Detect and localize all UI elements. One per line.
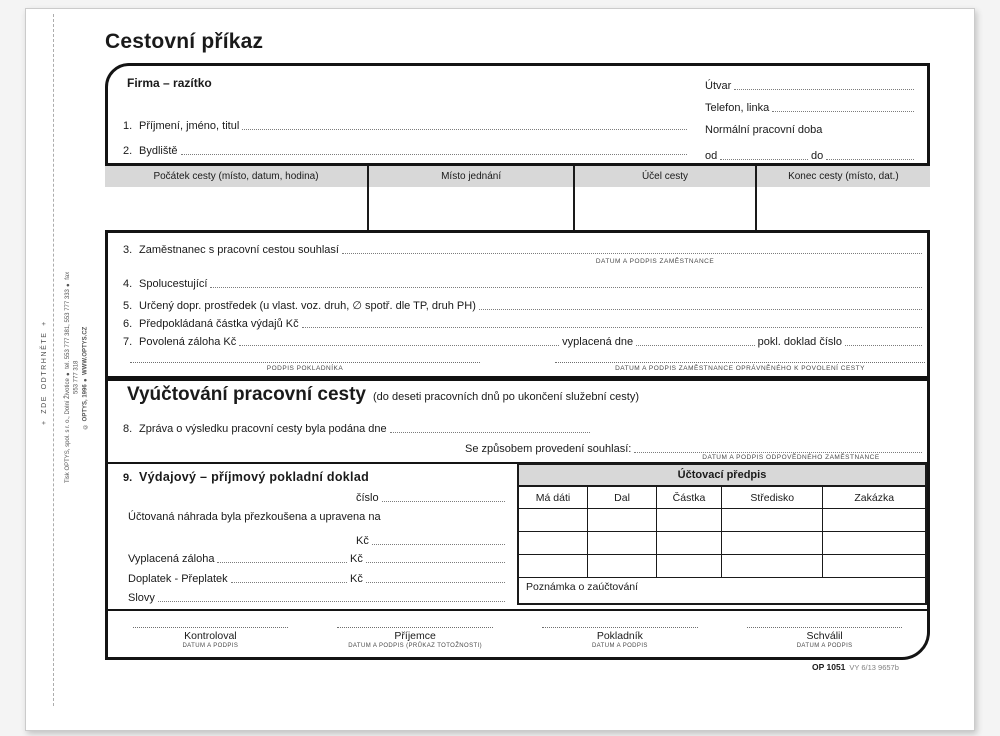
- signature-caption: DATUM A PODPIS: [796, 643, 853, 649]
- trip-table-header-row: [105, 166, 930, 187]
- dotted-line: [366, 559, 505, 563]
- field-9-title: Výdajový – příjmový pokladní doklad: [139, 470, 370, 484]
- telefon-field: [705, 100, 917, 114]
- signature-caption: DATUM A PODPIS: [591, 643, 648, 649]
- dotted-line: [390, 429, 590, 433]
- accounting-col-ma-dati: Má dáti: [519, 487, 588, 508]
- signature-label: Kontroloval: [184, 630, 237, 642]
- utvar-label: Útvar: [705, 80, 732, 92]
- form-code-suffix: VY 6/13 9657b: [849, 663, 899, 672]
- accounting-table-row: [519, 555, 925, 578]
- signature-label: Schválil: [806, 630, 843, 642]
- field-8-number: 8.: [123, 423, 133, 435]
- field-9-number: 9.: [123, 472, 133, 484]
- zaloha-field: [128, 551, 508, 565]
- field-8-zprava: [123, 421, 593, 435]
- dotted-line: [342, 250, 922, 254]
- accounting-note-row: Poznámka o zaúčtování: [526, 581, 639, 593]
- signature-caption: DATUM A PODPIS (PRŮKAZ TOTOŽNOSTI): [348, 643, 483, 649]
- dotted-line: [217, 559, 347, 563]
- accounting-cell-empty: [588, 532, 657, 554]
- signature-caption: DATUM A PODPIS: [182, 643, 239, 649]
- field-2-label: Bydliště: [139, 145, 178, 157]
- field-7-number: 7.: [123, 336, 133, 348]
- signature-line: [130, 352, 480, 363]
- slovy-field: [128, 590, 508, 604]
- trip-col-pocatek: Počátek cesty (místo, datum, hodina): [105, 166, 369, 187]
- section-divider-bar: [108, 376, 927, 381]
- pracovni-doba-label-row: [705, 122, 917, 136]
- field-1-prijmeni: [123, 118, 690, 132]
- field-2-number: 2.: [123, 145, 133, 157]
- vyuctovani-title: Vyúčtování pracovní cesty: [127, 384, 367, 405]
- accounting-cell-empty: [823, 509, 925, 531]
- field-6-castka-vydaju: [123, 316, 925, 330]
- approver-signature-block: [555, 352, 925, 372]
- field-4-number: 4.: [123, 278, 133, 290]
- dotted-line: [239, 342, 559, 346]
- signature-line: [133, 615, 289, 628]
- perforation-line: [53, 14, 54, 706]
- trip-col-konec: Konec cesty (místo, dat.): [788, 171, 899, 182]
- dotted-line: [826, 156, 914, 160]
- pracovni-doba-label: Normální pracovní doba: [705, 124, 823, 136]
- dotted-line: [845, 342, 922, 346]
- field-4-spolucestujici: [123, 276, 925, 290]
- dotted-line: [734, 86, 914, 90]
- cislo-field: [356, 490, 508, 504]
- trip-col-ucel: Účel cesty: [575, 166, 757, 187]
- accounting-cell-empty: [722, 509, 824, 531]
- doplatek-field: [128, 571, 508, 585]
- vyuctovani-subtitle: (do deseti pracovních dnů po ukončení služební cesty): [373, 391, 640, 403]
- souhlas-label: Se způsobem provedení souhlasí:: [465, 443, 632, 455]
- accounting-table-header-row: [519, 487, 925, 509]
- dotted-line: [210, 284, 922, 288]
- trip-table-body-row: [105, 187, 930, 230]
- accounting-cell-empty: [519, 509, 588, 531]
- field-3-label: Zaměstnanec s pracovní cestou souhlasí: [139, 244, 339, 256]
- nahrada-label: Účtovaná náhrada byla přezkoušena a upravena na: [128, 511, 381, 523]
- accounting-cell-empty: [657, 509, 722, 531]
- kc-field-1: [356, 533, 508, 547]
- accounting-col-stredisko: Středisko: [722, 487, 824, 508]
- printer-info-line-1: Tisk OPTYS, spol. s r. o., Dolní Životice ● tel. 553 777 381, 553 777 333 ● fax 553 777 318: [65, 271, 80, 484]
- field-5-number: 5.: [123, 300, 133, 312]
- dotted-line: [479, 306, 922, 310]
- cashier-signature-caption: PODPIS POKLADNÍKA: [266, 365, 344, 372]
- signature-label: Příjemce: [394, 630, 436, 642]
- kc-label: Kč: [350, 553, 363, 565]
- accounting-cell-empty: [823, 555, 925, 577]
- field-3-caption: DATUM A PODPIS ZAMĚSTNANCE: [595, 258, 715, 265]
- dotted-line: [372, 541, 505, 545]
- dotted-line: [302, 324, 922, 328]
- vyuctovani-title-row: [127, 384, 639, 406]
- field-9-title-row: [123, 470, 503, 484]
- od-label: od: [705, 150, 718, 162]
- accounting-cell-empty: [657, 532, 722, 554]
- cislo-label: číslo: [356, 492, 379, 504]
- field-7-end-label: pokl. doklad číslo: [757, 336, 842, 348]
- signature-block-kontroloval: [108, 615, 313, 657]
- field-6-number: 6.: [123, 318, 133, 330]
- utvar-field: [705, 78, 917, 92]
- signature-line: [337, 615, 493, 628]
- doplatek-left-segment: [128, 573, 350, 585]
- trip-col-misto: Místo jednání: [369, 166, 575, 187]
- firma-razitko-label: Firma – razítko: [127, 76, 212, 90]
- trip-cell-empty: [757, 187, 930, 230]
- accounting-cell-empty: [519, 555, 588, 577]
- signature-row-top-rule: [108, 609, 927, 611]
- dotted-line: [181, 151, 687, 155]
- dotted-line: [231, 579, 347, 583]
- field-3-souhlas: [123, 242, 925, 256]
- slovy-label: Slovy: [128, 592, 155, 604]
- page-title: Cestovní příkaz: [105, 30, 264, 53]
- signature-line: [555, 352, 925, 363]
- trip-table: [105, 163, 930, 233]
- signature-label: Pokladník: [596, 630, 643, 642]
- do-label: do: [811, 150, 824, 162]
- accounting-cell-empty: [722, 532, 824, 554]
- telefon-label: Telefon, linka: [705, 102, 770, 114]
- od-do-field: [705, 148, 917, 162]
- nahrada-label-row: [128, 509, 508, 523]
- accounting-table-title: Účtovací předpis: [519, 465, 925, 487]
- field-8-label: Zpráva o výsledku pracovní cesty byla podána dne: [139, 423, 387, 435]
- field-3-number: 3.: [123, 244, 133, 256]
- field-5-label: Určený dopr. prostředek (u vlast. voz. druh, ∅ spotř. dle TP, druh PH): [139, 300, 476, 312]
- printer-info-line-2: © OPTYS, 1996 ● WWW.OPTYS.CZ: [82, 326, 89, 429]
- field-2-bydliste: [123, 143, 690, 157]
- dotted-line: [720, 156, 808, 160]
- field-7-zaloha: [123, 334, 925, 348]
- dotted-line: [772, 108, 914, 112]
- kc-label: Kč: [356, 535, 369, 547]
- kc-label: Kč: [350, 573, 363, 585]
- accounting-table-row: [519, 509, 925, 532]
- field-5-dopravni-prostredek: [123, 298, 925, 312]
- trip-cell-empty: [575, 187, 757, 230]
- accounting-cell-empty: [588, 555, 657, 577]
- field-1-label: Příjmení, jméno, titul: [139, 120, 240, 132]
- signature-block-pokladnik: [518, 615, 723, 657]
- field-4-label: Spolucestující: [139, 278, 208, 290]
- dotted-line: [158, 598, 505, 602]
- souhlas-caption: DATUM A PODPIS ODPOVĚDNÉHO ZAMĚSTNANCE: [702, 454, 880, 461]
- form-code: OP 1051: [812, 662, 846, 672]
- cashier-signature-block: [130, 352, 480, 372]
- printer-info-text: [64, 270, 89, 485]
- field-7-label: Povolená záloha Kč: [139, 336, 237, 348]
- field-1-number: 1.: [123, 120, 133, 132]
- accounting-table: [517, 463, 927, 605]
- field-7-mid-label: vyplacená dne: [562, 336, 634, 348]
- tear-here-text: + ZDE ODTRHNĚTE +: [41, 320, 48, 426]
- accounting-cell-empty: [657, 555, 722, 577]
- zaloha-label: Vyplacená záloha: [128, 553, 215, 565]
- accounting-col-dal: Dal: [588, 487, 657, 508]
- trip-cell-empty: [369, 187, 575, 230]
- zaloha-left-segment: [128, 553, 350, 565]
- dotted-line: [636, 342, 754, 346]
- signature-block-schvalil: [722, 615, 927, 657]
- doplatek-label: Doplatek - Přeplatek: [128, 573, 228, 585]
- accounting-cell-empty: [519, 532, 588, 554]
- signature-line: [542, 615, 698, 628]
- trip-cell-empty: [105, 187, 369, 230]
- signature-block-prijemce: [313, 615, 518, 657]
- approver-signature-caption: DATUM A PODPIS ZAMĚSTNANCE OPRÁVNĚNÉHO K POVOLENÍ CESTY: [615, 365, 865, 372]
- dotted-line: [634, 449, 922, 453]
- dotted-line: [242, 126, 687, 130]
- dotted-line: [382, 498, 505, 502]
- accounting-cell-empty: [588, 509, 657, 531]
- accounting-col-castka: Částka: [657, 487, 722, 508]
- signature-line: [747, 615, 903, 628]
- dotted-line: [366, 579, 505, 583]
- accounting-col-zakazka: Zakázka: [854, 491, 895, 504]
- accounting-table-row: [519, 532, 925, 555]
- form-code-row: [812, 662, 899, 672]
- accounting-cell-empty: [823, 532, 925, 554]
- souhlas-field: [465, 441, 925, 455]
- bottom-signature-row: [108, 615, 927, 657]
- accounting-cell-empty: [722, 555, 824, 577]
- field-6-label: Předpokládaná částka výdajů Kč: [139, 318, 299, 330]
